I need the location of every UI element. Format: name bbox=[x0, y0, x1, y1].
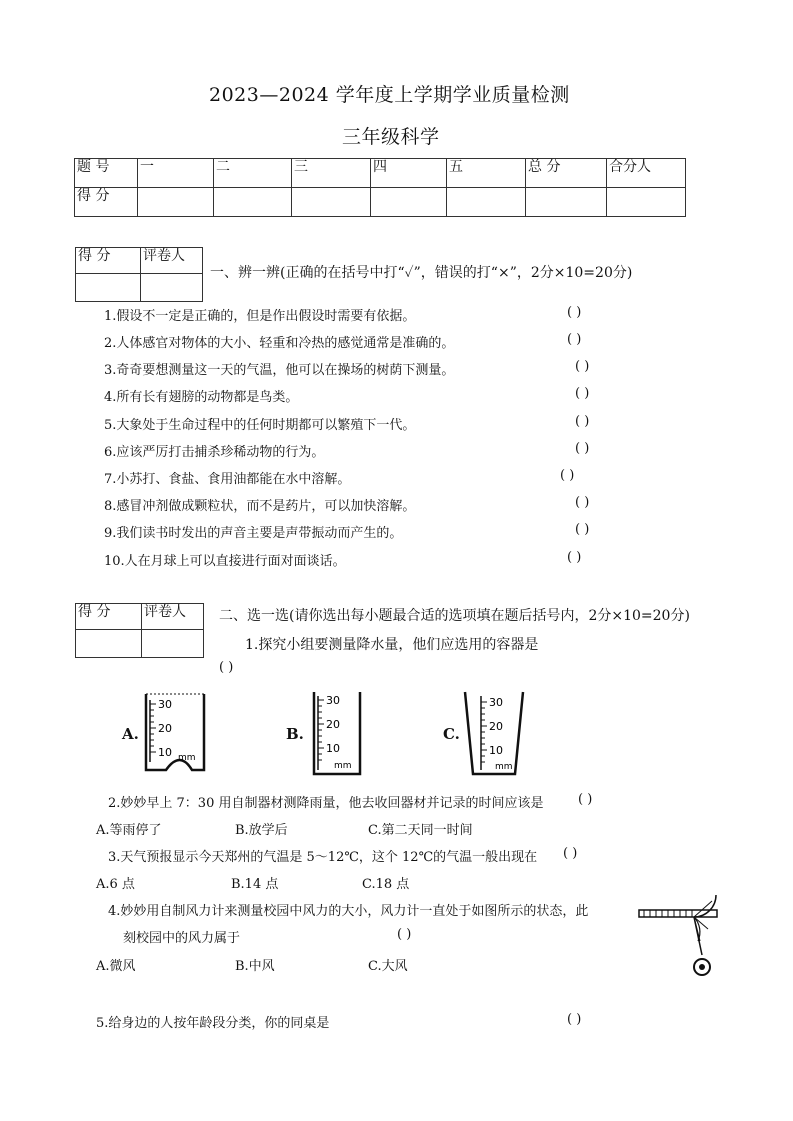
answer-paren[interactable]: ( ) bbox=[567, 305, 582, 320]
scale-tick-label: 10 bbox=[326, 742, 340, 755]
answer-paren[interactable]: ( ) bbox=[575, 386, 590, 401]
section2-title: 二、选一选(请你选出每小题最合适的选项填在题后括号内，2分×10=20分) bbox=[219, 608, 690, 624]
scale-tick-label: 20 bbox=[489, 720, 503, 733]
score-cell[interactable] bbox=[214, 188, 292, 217]
score-table-header-cell: 四 bbox=[371, 159, 447, 188]
question-4-option-a: A.微风 bbox=[96, 959, 136, 974]
grader-box-grader-label: 评卷人 bbox=[141, 248, 203, 274]
grader-box-score-label: 得 分 bbox=[76, 604, 142, 630]
question-3-option-b: B.14 点 bbox=[231, 877, 279, 892]
answer-paren[interactable]: ( ) bbox=[567, 332, 582, 347]
grader-box-grader-cell[interactable] bbox=[141, 274, 203, 302]
section1-grader-box bbox=[75, 247, 203, 302]
container-b-illustration bbox=[310, 690, 365, 780]
score-table-header-cell: 合分人 bbox=[607, 159, 686, 188]
score-table-header-cell: 题 号 bbox=[75, 159, 138, 188]
scale-tick-label: 30 bbox=[326, 694, 340, 707]
container-a-illustration bbox=[140, 690, 210, 780]
exam-subject: 三年级科学 bbox=[342, 126, 440, 148]
scale-tick-label: 10 bbox=[158, 746, 172, 759]
answer-paren[interactable]: ( ) bbox=[219, 660, 234, 675]
answer-paren[interactable]: ( ) bbox=[560, 468, 575, 483]
judge-item: 9.我们读书时发出的声音主要是声带振动而产生的。 bbox=[104, 526, 403, 541]
grader-box-grader-label: 评卷人 bbox=[142, 604, 204, 630]
answer-paren[interactable]: ( ) bbox=[567, 550, 582, 565]
grader-box-score-cell[interactable] bbox=[76, 274, 141, 302]
score-cell[interactable] bbox=[447, 188, 526, 217]
grader-box-grader-cell[interactable] bbox=[142, 630, 204, 658]
option-c-label: C. bbox=[443, 725, 460, 743]
score-table-header-cell: 三 bbox=[292, 159, 371, 188]
score-cell[interactable] bbox=[138, 188, 214, 217]
section2-grader-box bbox=[75, 603, 204, 658]
score-table-header-cell: 二 bbox=[214, 159, 292, 188]
answer-paren[interactable]: ( ) bbox=[567, 1012, 582, 1027]
question-3-text: 3.天气预报显示今天郑州的气温是 5～12℃，这个 12℃的气温一般出现在 bbox=[108, 850, 538, 865]
judge-item: 2.人体感官对物体的大小、轻重和冷热的感觉通常是准确的。 bbox=[104, 336, 455, 351]
score-table-header-cell: 一 bbox=[138, 159, 214, 188]
scale-tick-label: 20 bbox=[158, 722, 172, 735]
unit-label: mm bbox=[178, 753, 196, 763]
answer-paren[interactable]: ( ) bbox=[575, 495, 590, 510]
score-cell[interactable] bbox=[371, 188, 447, 217]
question-3-option-a: A.6 点 bbox=[96, 877, 135, 892]
score-table-header-cell: 总 分 bbox=[526, 159, 607, 188]
question-3-option-c: C.18 点 bbox=[362, 877, 410, 892]
judge-item: 5.大象处于生命过程中的任何时期都可以繁殖下一代。 bbox=[104, 418, 416, 433]
score-cell[interactable] bbox=[526, 188, 607, 217]
question-2-option-c: C.第二天同一时间 bbox=[368, 823, 473, 838]
option-b-label: B. bbox=[286, 725, 304, 743]
answer-paren[interactable]: ( ) bbox=[575, 441, 590, 456]
score-table-header-cell: 五 bbox=[447, 159, 526, 188]
scale-tick-label: 30 bbox=[489, 696, 503, 709]
grader-box-score-label: 得 分 bbox=[76, 248, 141, 274]
question-4-option-b: B.中风 bbox=[235, 959, 275, 974]
unit-label: mm bbox=[495, 762, 513, 772]
question-5-text: 5.给身边的人按年龄段分类，你的同桌是 bbox=[96, 1016, 330, 1031]
judge-item: 6.应该严厉打击捕杀珍稀动物的行为。 bbox=[104, 445, 325, 460]
question-1-text: 1.探究小组要测量降水量，他们应选用的容器是 bbox=[245, 637, 539, 653]
question-2-option-a: A.等雨停了 bbox=[96, 823, 162, 838]
answer-paren[interactable]: ( ) bbox=[397, 927, 412, 942]
scale-tick-label: 10 bbox=[489, 744, 503, 757]
section1-title: 一、辨一辨(正确的在括号中打“✓”，错误的打“×”，2分×10=20分) bbox=[210, 265, 633, 281]
score-table-score-label: 得 分 bbox=[75, 188, 138, 217]
answer-paren[interactable]: ( ) bbox=[575, 359, 590, 374]
grader-box-score-cell[interactable] bbox=[76, 630, 142, 658]
question-2-text: 2.妙妙早上 7：30 用自制器材测降雨量，他去收回器材并记录的时间应该是 bbox=[108, 796, 544, 811]
answer-paren[interactable]: ( ) bbox=[578, 792, 593, 807]
score-cell[interactable] bbox=[607, 188, 686, 217]
score-cell[interactable] bbox=[292, 188, 371, 217]
exam-title: 2023—2024 学年度上学期学业质量检测 bbox=[209, 84, 570, 106]
question-4-text-line2: 刻校园中的风力属于 bbox=[123, 931, 241, 946]
container-c-illustration bbox=[463, 690, 525, 780]
question-2-option-b: B.放学后 bbox=[235, 823, 288, 838]
question-4-option-c: C.大风 bbox=[368, 959, 408, 974]
option-a-label: A. bbox=[122, 725, 139, 743]
unit-label: mm bbox=[334, 761, 352, 771]
judge-item: 4.所有长有翅膀的动物都是鸟类。 bbox=[104, 390, 299, 405]
answer-paren[interactable]: ( ) bbox=[563, 846, 578, 861]
question-4-text-line1: 4.妙妙用自制风力计来测量校园中风力的大小，风力计一直处于如图所示的状态，此 bbox=[108, 904, 589, 919]
wind-meter-illustration bbox=[638, 893, 718, 983]
judge-item: 3.奇奇要想测量这一天的气温，他可以在操场的树荫下测量。 bbox=[104, 363, 455, 378]
answer-paren[interactable]: ( ) bbox=[575, 522, 590, 537]
judge-item: 1.假设不一定是正确的，但是作出假设时需要有依据。 bbox=[104, 309, 416, 324]
scale-tick-label: 20 bbox=[326, 718, 340, 731]
judge-item: 8.感冒冲剂做成颗粒状，而不是药片，可以加快溶解。 bbox=[104, 499, 416, 514]
judge-item: 7.小苏打、食盐、食用油都能在水中溶解。 bbox=[104, 472, 351, 487]
score-table bbox=[74, 158, 686, 217]
answer-paren[interactable]: ( ) bbox=[575, 414, 590, 429]
scale-tick-label: 30 bbox=[158, 698, 172, 711]
judge-item: 10.人在月球上可以直接进行面对面谈话。 bbox=[104, 554, 346, 569]
